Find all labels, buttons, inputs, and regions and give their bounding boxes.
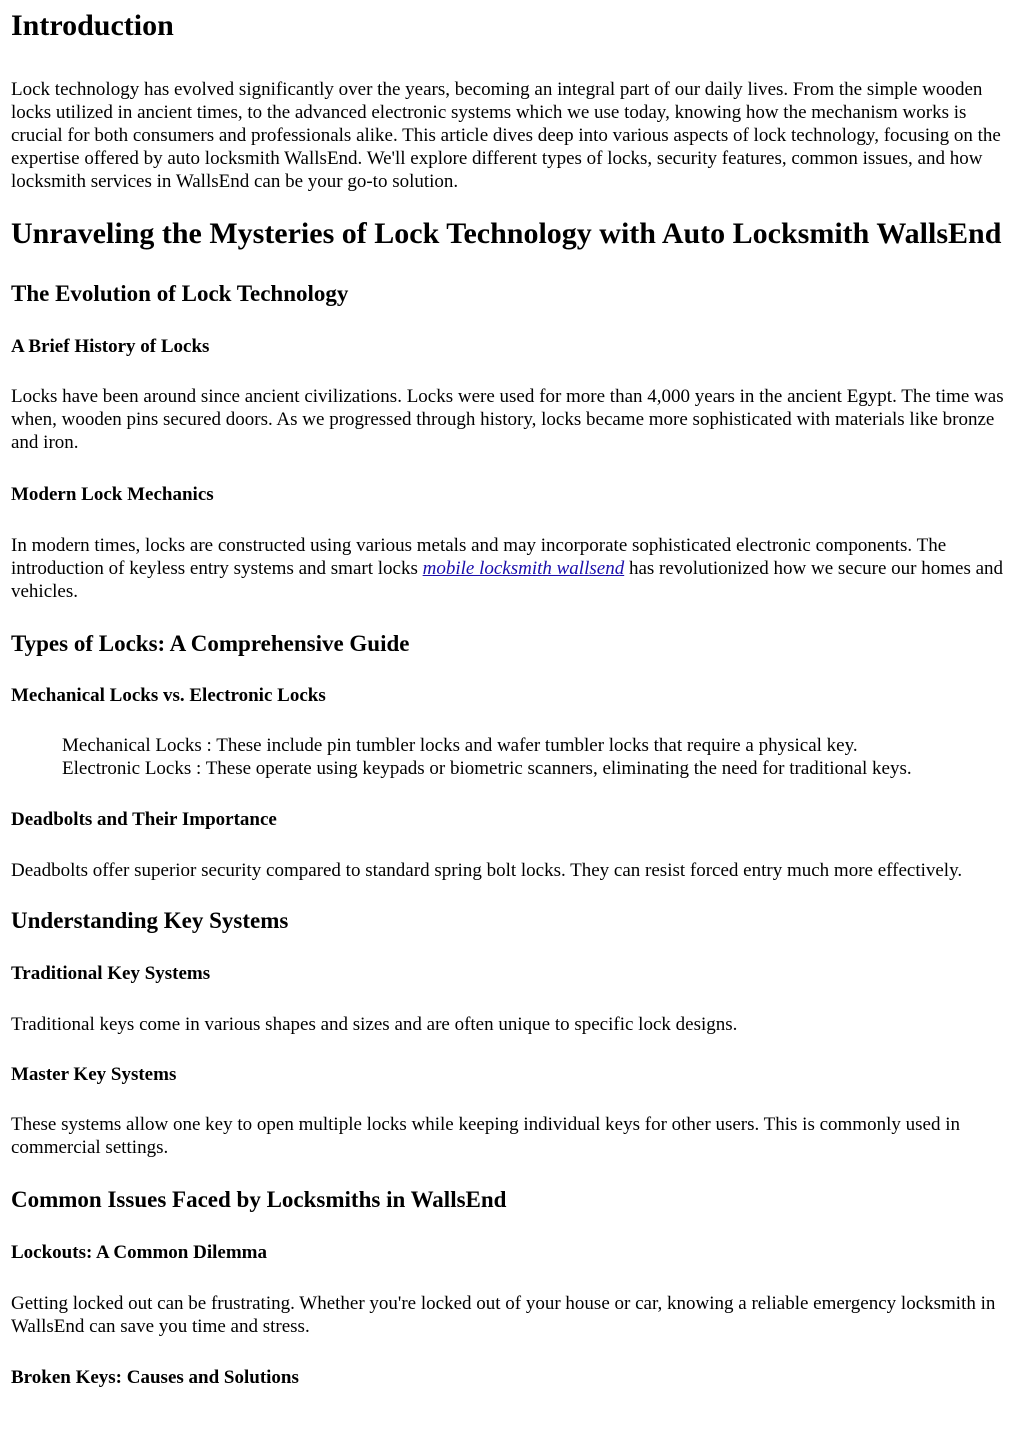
mobile-locksmith-link[interactable]: mobile locksmith wallsend <box>422 558 625 579</box>
lockouts-paragraph: Getting locked out can be frustrating. Whether you're locked out of your house or car, knowing a reliable emergency locksmith in WallsEnd can save you time and stress. <box>11 1293 996 1337</box>
lock-types-list <box>11 734 1013 780</box>
master-keys-paragraph: These systems allow one key to open multiple locks while keeping individual keys for other users. This is commonly used in commercial settings. <box>11 1114 960 1158</box>
lockouts-heading: Lockouts: A Common Dilemma <box>11 1242 267 1263</box>
main-title: Unraveling the Mysteries of Lock Technology with Auto Locksmith WallsEnd <box>11 217 1002 250</box>
master-keys-heading: Master Key Systems <box>11 1064 177 1085</box>
intro-title: Introduction <box>11 9 174 42</box>
intro-paragraph: Lock technology has evolved significantly over the years, becoming an integral part of our daily lives. From the simple wooden locks utilized in ancient times, to the advanced electronic systems which we use today, knowing how the mechanism works is crucial for both consumers and professionals alike. This article dives deep into various aspects of lock technology, focusing on the expertise offered by auto locksmith WallsEnd. We'll explore different types of locks, security features, common issues, and how locksmith services in WallsEnd can be your go-to solution. <box>11 79 1001 192</box>
keys-heading: Understanding Key Systems <box>11 908 289 933</box>
modern-heading: Modern Lock Mechanics <box>11 484 214 505</box>
traditional-keys-heading: Traditional Key Systems <box>11 963 211 984</box>
deadbolts-heading: Deadbolts and Their Importance <box>11 809 277 830</box>
types-heading: Types of Locks: A Comprehensive Guide <box>11 631 410 656</box>
compare-heading: Mechanical Locks vs. Electronic Locks <box>11 685 326 706</box>
article <box>0 8 1024 1389</box>
traditional-keys-paragraph: Traditional keys come in various shapes and sizes and are often unique to specific lock designs. <box>11 1014 738 1035</box>
deadbolts-paragraph: Deadbolts offer superior security compared to standard spring bolt locks. They can resist forced entry much more effectively. <box>11 860 963 881</box>
list-item: Electronic Locks : These operate using keypads or biometric scanners, eliminating the need for traditional keys. <box>62 758 912 779</box>
evolution-heading: The Evolution of Lock Technology <box>11 281 349 306</box>
modern-text-start: In modern times, locks are constructed using various metals and may incorporate sophisticated electronic components. The introduction of keyless entry systems and smart locks <box>11 535 947 579</box>
issues-heading: Common Issues Faced by Locksmiths in WallsEnd <box>11 1187 507 1212</box>
modern-paragraph <box>11 534 1013 603</box>
history-heading: A Brief History of Locks <box>11 336 210 357</box>
list-item: Mechanical Locks : These include pin tumbler locks and wafer tumbler locks that require a physical key. <box>62 735 858 756</box>
modern-text-end: has revolutionized how we secure our homes and vehicles. <box>11 558 1004 602</box>
history-paragraph: Locks have been around since ancient civilizations. Locks were used for more than 4,000 years in the ancient Egypt. The time was when, wooden pins secured doors. As we progressed through history, locks became more sophisticated with materials like bronze and iron. <box>11 386 1004 453</box>
broken-keys-heading: Broken Keys: Causes and Solutions <box>11 1367 299 1388</box>
